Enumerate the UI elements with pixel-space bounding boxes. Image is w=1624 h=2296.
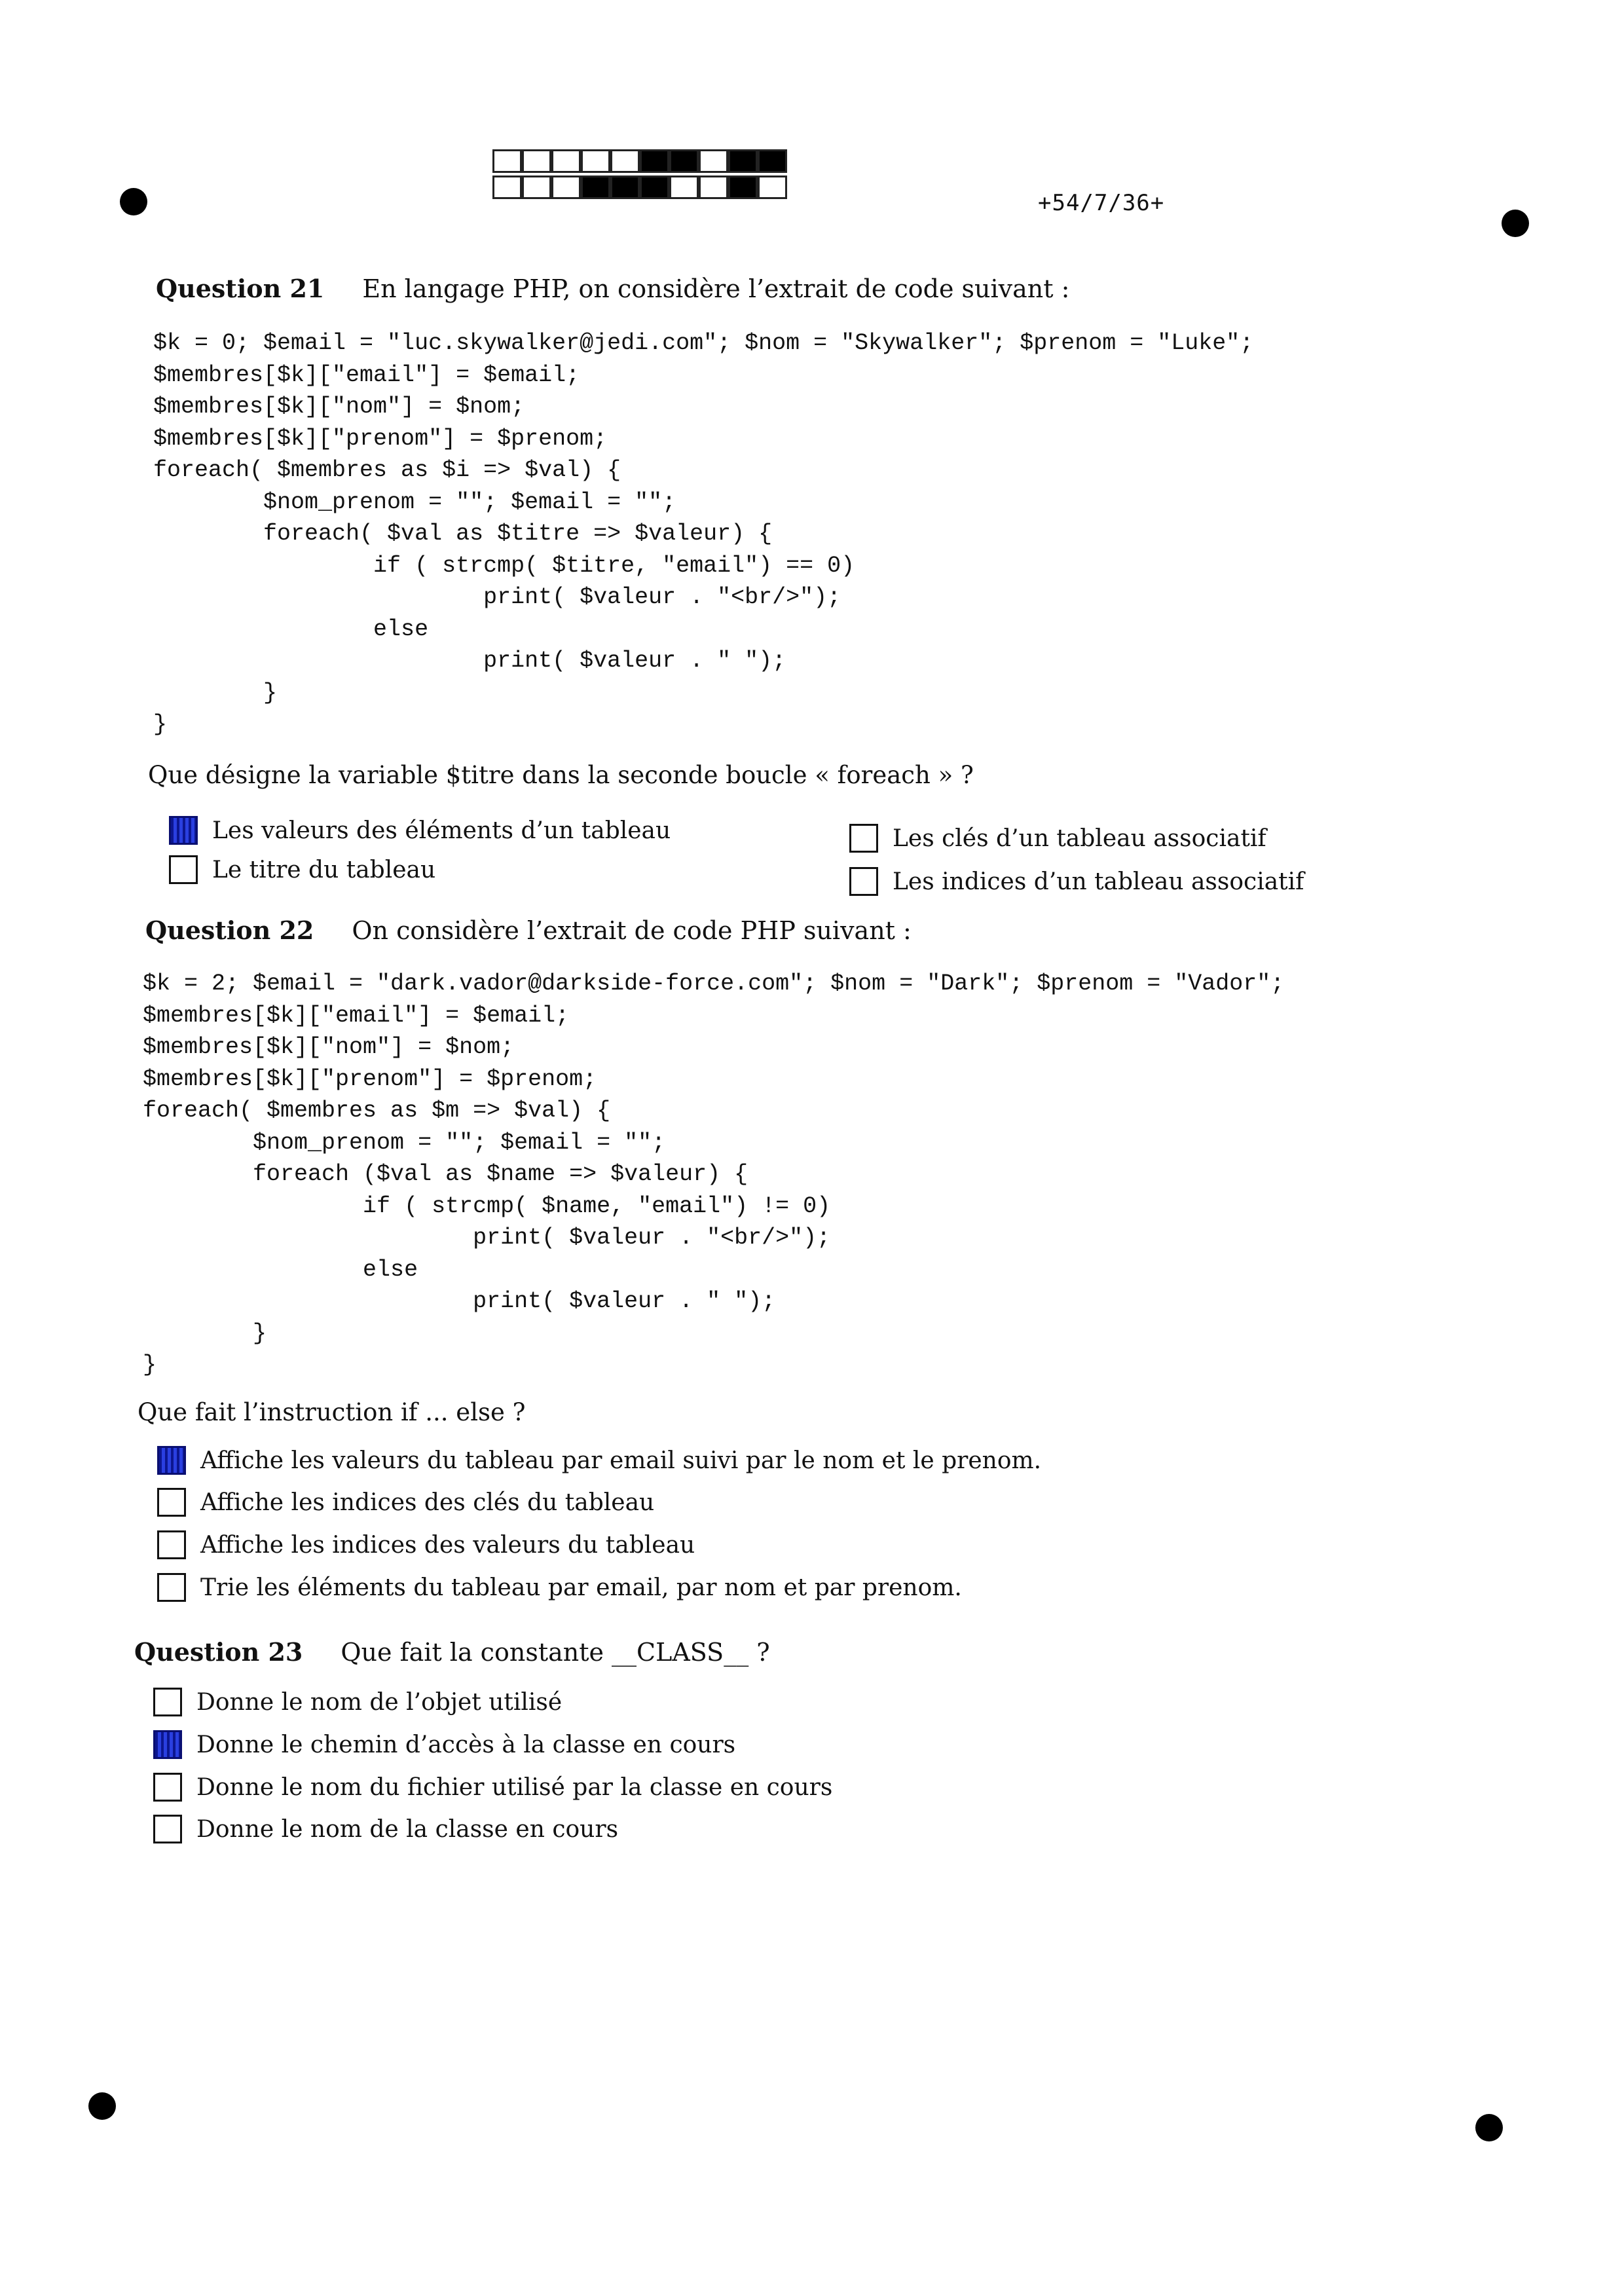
option-label: Le titre du tableau — [212, 856, 436, 883]
option-label: Les valeurs des éléments d’un tableau — [212, 817, 671, 844]
question-intro: On considère l’extrait de code PHP suivant : — [352, 916, 912, 945]
question-number: Question 21 — [156, 274, 325, 303]
q23-option-1[interactable] — [153, 1688, 562, 1716]
code-cell — [640, 149, 669, 173]
checkbox[interactable] — [157, 1446, 186, 1475]
option-label: Trie les éléments du tableau par email, par nom et par prenom. — [200, 1574, 962, 1601]
code-cell — [699, 149, 728, 173]
option-label: Donne le nom du fichier utilisé par la classe en cours — [196, 1773, 833, 1801]
code-snippet-q21: $k = 0; $email = "luc.skywalker@jedi.com"; $nom = "Skywalker"; $prenom = "Luke"; $membres[$k]["email"] = $email; $membres[$k]["nom"] = $nom; $membres[$k]["prenom"] = $prenom; foreach( $membres as $i => $val) { $nom_prenom = ""; $email = ""; foreach( $val as $titre => $valeur) { if ( strcmp( $titre, "email") == 0) print( $valeur . "<br/>"); else print( $valeur . " "); } } — [153, 330, 1254, 737]
q21-option-3[interactable] — [849, 824, 1266, 853]
q21-option-4[interactable] — [849, 867, 1304, 896]
question-intro: En langage PHP, on considère l’extrait de code suivant : — [362, 274, 1070, 303]
checkbox[interactable] — [153, 1730, 182, 1759]
checkbox[interactable] — [153, 1815, 182, 1843]
q22-option-1[interactable] — [157, 1446, 1041, 1475]
code-cell — [551, 176, 581, 199]
checkbox[interactable] — [153, 1773, 182, 1802]
option-label: Affiche les indices des valeurs du tableau — [200, 1531, 695, 1559]
checkbox[interactable] — [169, 816, 198, 845]
question-number: Question 22 — [145, 916, 314, 945]
checkbox[interactable] — [169, 855, 198, 884]
code-cell — [581, 149, 610, 173]
scan-code-boxes — [492, 149, 787, 199]
q23-option-4[interactable] — [153, 1815, 618, 1843]
code-cell — [492, 176, 522, 199]
page-identifier: +54/7/36+ — [1038, 190, 1165, 216]
option-label: Les clés d’un tableau associatif — [893, 824, 1266, 852]
code-cell — [669, 176, 699, 199]
code-cell — [610, 149, 640, 173]
code-cell — [522, 149, 551, 173]
corner-marker-top-left — [120, 188, 147, 215]
code-cell — [551, 149, 581, 173]
option-label: Donne le nom de la classe en cours — [196, 1815, 619, 1843]
question-22-prompt: Que fait l’instruction if ... else ? — [138, 1398, 526, 1426]
q22-option-3[interactable] — [157, 1530, 695, 1559]
question-22-header — [145, 916, 912, 945]
question-intro: Que fait la constante __CLASS__ ? — [341, 1638, 770, 1667]
option-label: Donne le chemin d’accès à la classe en cours — [196, 1731, 736, 1758]
q23-option-3[interactable] — [153, 1773, 832, 1802]
question-23-header — [134, 1637, 770, 1667]
code-snippet-q22: $k = 2; $email = "dark.vador@darkside-force.com"; $nom = "Dark"; $prenom = "Vador"; $membres[$k]["email"] = $email; $membres[$k]["nom"] = $nom; $membres[$k]["prenom"] = $prenom; foreach( $membres as $m => $val) { $nom_prenom = ""; $email = ""; foreach ($val as $name => $valeur) { if ( strcmp( $name, "email") != 0) print( $valeur . "<br/>"); else print( $valeur . " "); } } — [143, 971, 1285, 1378]
corner-marker-top-right — [1502, 210, 1529, 237]
q21-option-2[interactable] — [169, 855, 435, 884]
option-label: Affiche les indices des clés du tableau — [200, 1489, 655, 1516]
code-cell — [669, 149, 699, 173]
option-label: Les indices d’un tableau associatif — [893, 868, 1304, 895]
checkbox[interactable] — [849, 867, 878, 896]
checkbox[interactable] — [153, 1688, 182, 1716]
checkbox[interactable] — [157, 1573, 186, 1602]
q23-option-2[interactable] — [153, 1730, 735, 1759]
q21-option-1[interactable] — [169, 816, 671, 845]
q22-option-2[interactable] — [157, 1488, 654, 1517]
checkbox[interactable] — [849, 824, 878, 853]
code-cell — [492, 149, 522, 173]
question-21-prompt: Que désigne la variable $titre dans la seconde boucle « foreach » ? — [148, 761, 974, 789]
code-cell — [728, 149, 758, 173]
checkbox[interactable] — [157, 1488, 186, 1517]
corner-marker-bottom-right — [1475, 2114, 1503, 2141]
option-label: Affiche les valeurs du tableau par email suivi par le nom et le prenom. — [200, 1447, 1042, 1474]
code-cell — [640, 176, 669, 199]
option-label: Donne le nom de l’objet utilisé — [196, 1688, 563, 1716]
code-cell — [610, 176, 640, 199]
checkbox[interactable] — [157, 1530, 186, 1559]
code-cell — [581, 176, 610, 199]
corner-marker-bottom-left — [88, 2092, 116, 2120]
code-cell — [522, 176, 551, 199]
q22-option-4[interactable] — [157, 1573, 962, 1602]
question-21-header — [156, 274, 1069, 303]
code-cell — [758, 149, 787, 173]
code-cell — [699, 176, 728, 199]
question-number: Question 23 — [134, 1637, 303, 1667]
code-cell — [728, 176, 758, 199]
code-cell — [758, 176, 787, 199]
